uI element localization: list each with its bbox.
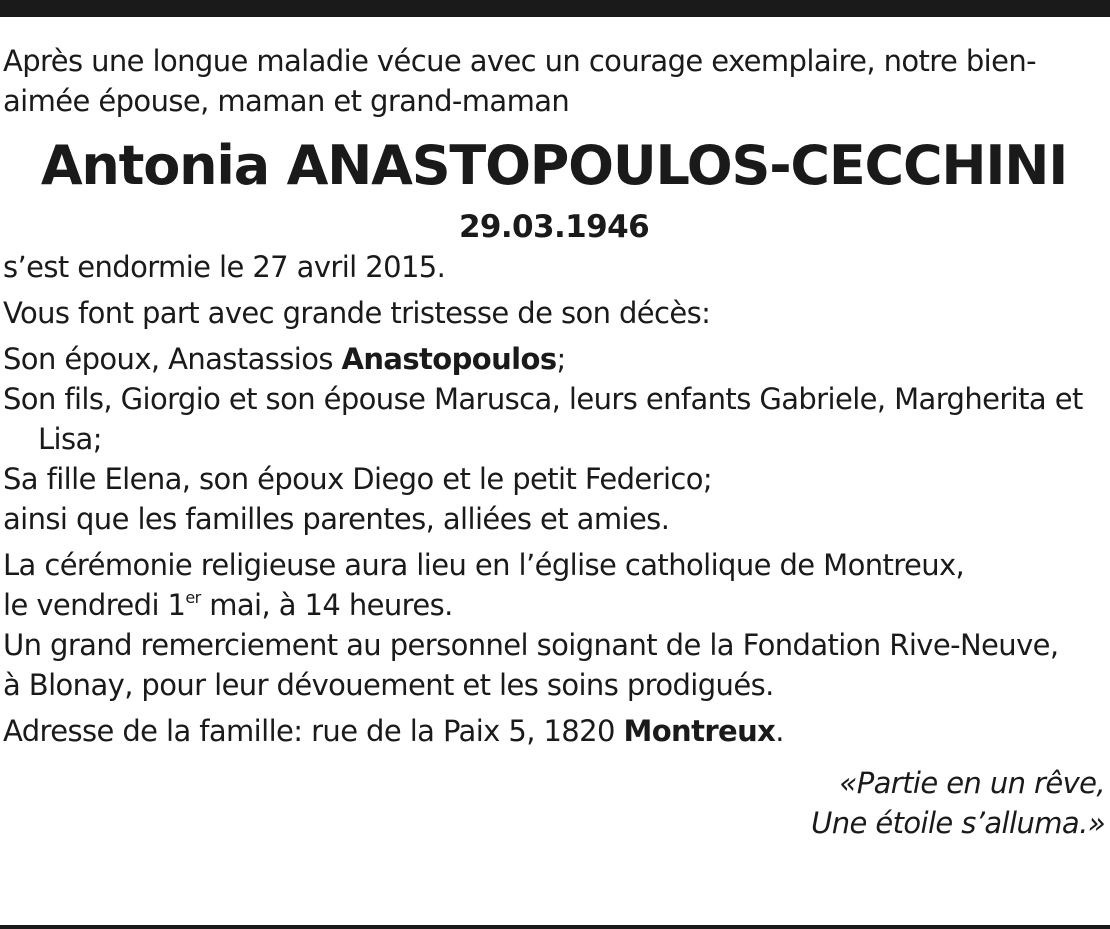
- spouse-suffix: ;: [556, 342, 566, 376]
- bottom-rule: [0, 925, 1110, 929]
- address-prefix: Adresse de la famille: rue de la Paix 5, 1820: [3, 714, 624, 748]
- thanks-line-1: Un grand remerciement au personnel soignant de la Fondation Rive-Neuve,: [3, 628, 1059, 662]
- intro-line-1: Après une longue maladie vécue avec un courage exemplaire, notre bien-: [3, 44, 1036, 78]
- ceremony-line-1: La cérémonie religieuse aura lieu en l’église catholique de Montreux,: [3, 548, 965, 582]
- announce-line: Vous font part avec grande tristesse de son décès:: [3, 296, 711, 330]
- quote-line-2: Une étoile s’alluma.»: [811, 806, 1105, 840]
- quote-line-1: «Partie en un rêve,: [839, 766, 1105, 800]
- address-suffix: .: [775, 714, 784, 748]
- thanks-line-2: à Blonay, pour leur dévouement et les soins prodigués.: [3, 668, 774, 702]
- intro-line-2: aimée épouse, maman et grand-maman: [3, 84, 570, 118]
- relatives-line: ainsi que les familles parentes, alliées et amies.: [3, 502, 670, 536]
- daughter-line: Sa fille Elena, son époux Diego et le petit Federico;: [3, 462, 713, 496]
- ceremony-line-2-prefix: le vendredi 1: [3, 588, 186, 622]
- spouse-line: [3, 339, 1105, 379]
- death-line: s’est endormie le 27 avril 2015.: [3, 250, 446, 284]
- top-rule: [0, 0, 1110, 17]
- spouse-prefix: Son époux, Anastassios: [3, 342, 342, 376]
- birth-date: 29.03.1946: [458, 209, 650, 245]
- address-city: Montreux: [623, 714, 776, 748]
- ordinal-suffix: er: [185, 588, 201, 607]
- ceremony-text: [3, 545, 1105, 625]
- thanks-text: [3, 625, 1105, 705]
- spouse-name: Anastopoulos: [341, 342, 557, 376]
- intro-text: [3, 41, 1105, 121]
- closing-quote: [3, 763, 1105, 843]
- son-line: Son fils, Giorgio et son épouse Marusca, leurs enfants Gabriele, Margherita et Lisa;: [3, 382, 1083, 456]
- deceased-name: Antonia ANASTOPOULOS-CECCHINI: [40, 134, 1068, 197]
- ceremony-line-2-suffix: mai, à 14 heures.: [200, 588, 453, 622]
- address-line: [3, 711, 1105, 751]
- obituary-text: [3, 41, 1105, 843]
